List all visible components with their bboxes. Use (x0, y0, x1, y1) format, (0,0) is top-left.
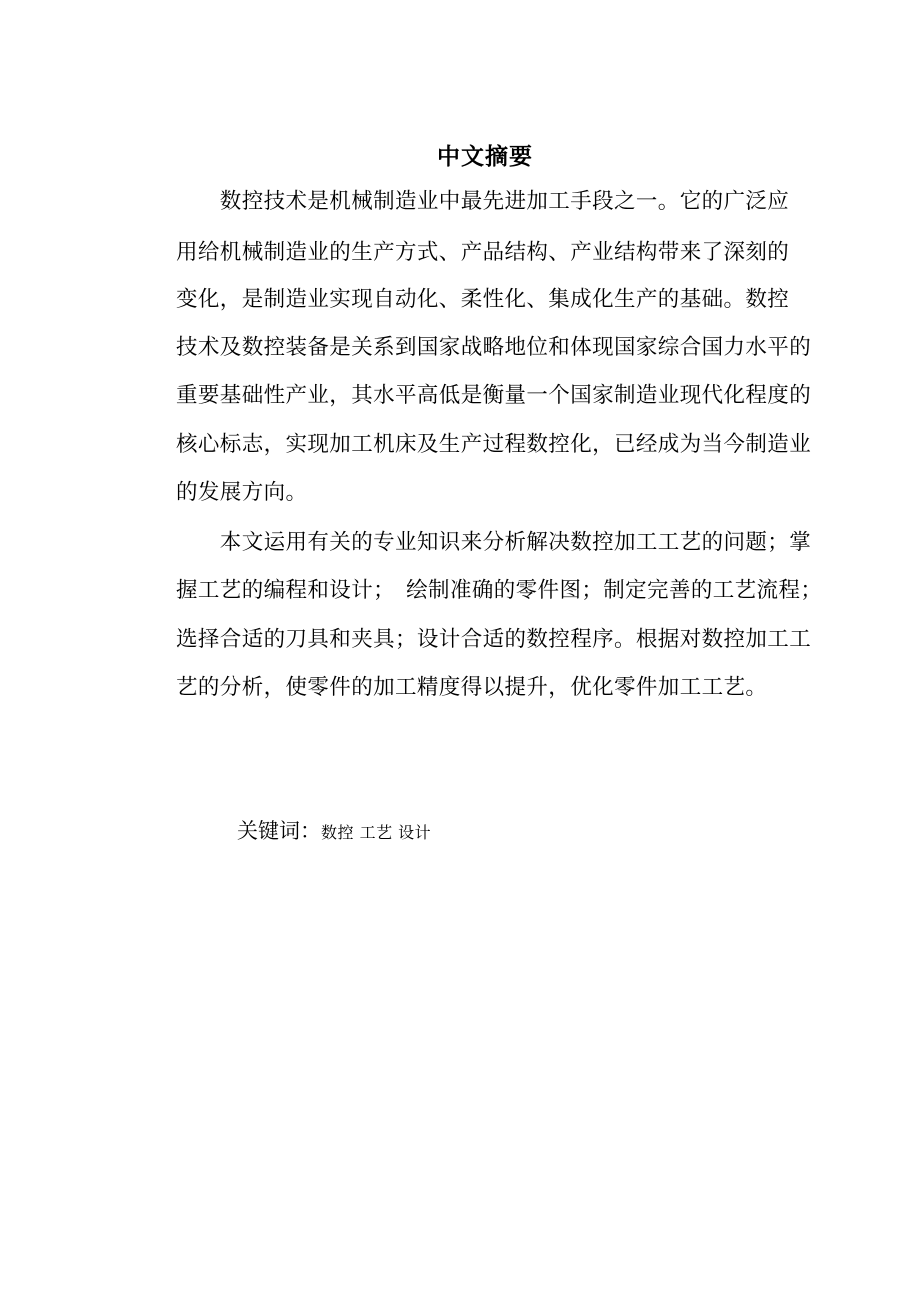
paragraph-1-line-4: 技术及数控装备是关系到国家战略地位和体现国家综合国力水平的 (176, 335, 812, 360)
paragraph-1-line-5: 重要基础性产业，其水平高低是衡量一个国家制造业现代化程度的 (176, 383, 812, 408)
paragraph-2-line-2: 握工艺的编程和设计； 绘制准确的零件图；制定完善的工艺流程； (176, 578, 823, 603)
paragraph-2-line-3: 选择合适的刀具和夹具；设计合适的数控程序。根据对数控加工工 (176, 627, 812, 652)
abstract-title: 中文摘要 (437, 144, 533, 170)
paragraph-1-line-2: 用给机械制造业的生产方式、产品结构、产业结构带来了深刻的 (176, 240, 790, 265)
paragraph-1-line-1: 数控技术是机械制造业中最先进加工手段之一。它的广泛应 (176, 189, 790, 214)
paragraph-1-line-7: 的发展方向。 (176, 480, 308, 505)
paragraph-1-line-6: 核心标志，实现加工机床及生产过程数控化，已经成为当今制造业 (176, 432, 812, 457)
paragraph-2-line-1: 本文运用有关的专业知识来分析解决数控加工工艺的问题；掌 (176, 530, 812, 555)
paragraph-2-line-4: 艺的分析，使零件的加工精度得以提升，优化零件加工工艺。 (176, 675, 768, 700)
keywords-row (237, 816, 431, 848)
paragraph-1-line-3: 变化，是制造业实现自动化、柔性化、集成化生产的基础。数控 (176, 287, 790, 312)
keywords-label: 关键词： (237, 819, 321, 843)
keywords-values: 数控 工艺 设计 (321, 823, 432, 842)
